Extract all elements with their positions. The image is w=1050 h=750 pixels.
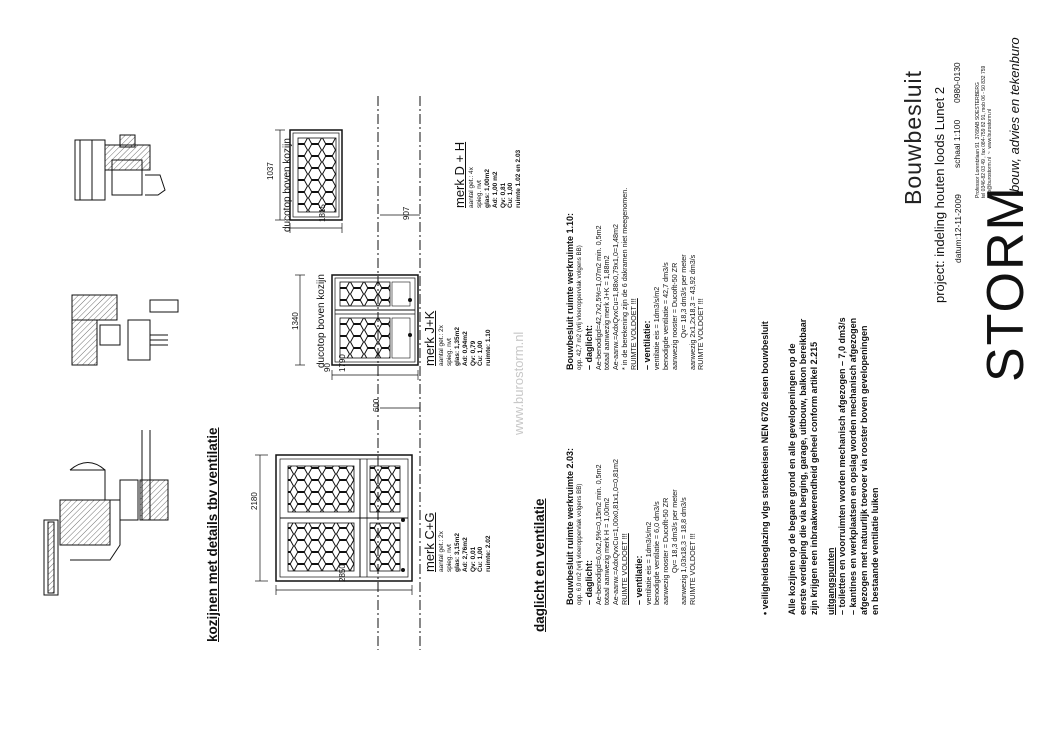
daylight-title: daglicht en ventilatie <box>532 498 547 632</box>
left-ventilatie-5: RUIMTE VOLDOET !!! <box>687 533 697 605</box>
dim-gap-1: 600 <box>372 398 381 412</box>
frame-spec-jk-4: ruimte: 1.10 <box>485 329 493 366</box>
dim-jk-height: 1340 <box>291 312 300 330</box>
frame-spec-cg-3: Cu: 1,00 <box>477 546 485 572</box>
address-1: tel 0346-82 03 49 , fax 084-759 82 91, mob 06 - 50 832 759 <box>981 65 988 198</box>
uitgangspunt-0: – toiletten en voorruimten worden mechanisch afgezogen – 7,0 dm3/s <box>836 317 847 615</box>
dim-cg-height: 2180 <box>250 492 259 510</box>
frame-spec-jk-2: Qv: 0,79 <box>469 340 477 366</box>
frame-mirror-jk: spieg. nvt <box>445 338 453 366</box>
right-daglicht-1: totaal aanwezig merk J+K = 1,88m2 <box>602 255 612 370</box>
right-ventilatie-5: RUIMTE VOLDOET !!! <box>696 298 706 370</box>
note-para-2: zijn krijgen een inbraakwerendheid geheel conform artikel 2.215 <box>808 341 819 615</box>
address-2: info@burostorm.nl ~ www.burostorm.nl <box>987 108 994 198</box>
frame-spec-jk-3: Cu: 1,00 <box>477 340 485 366</box>
daylight-block-right <box>565 188 706 370</box>
right-ventilatie-4: aanwezig 2x1,2x18,3 = 43,92 dm3/s <box>687 254 697 370</box>
uitgangspunt-2: afgezogen met natuurlijk toevoer via rooster boven gevelopeningen <box>858 325 869 615</box>
uitgangspunten-label: uitgangspunten <box>825 547 836 615</box>
right-daglicht-4: RUIMTE VOLDOET !!! <box>628 298 638 370</box>
frame-count-jk: aantal get.: 2x <box>437 325 445 366</box>
right-daglicht-label: – daglicht: <box>583 324 594 370</box>
right-ventilatie-0: ventilatie eis = 1dm3/s/m2 <box>652 286 662 370</box>
frame-spec-dh-0: glas: 1,00m2 <box>483 168 491 208</box>
right-ventilatie-label: – ventilatie: <box>642 320 653 370</box>
left-sub: opp. 6,0 m2 (vrij vloeroppervlak volgens BB) <box>575 483 583 605</box>
left-daglicht-3: RUIMTE VOLDOET !!! <box>619 533 629 605</box>
dim-gap-2: 907 <box>402 206 411 220</box>
detail-top <box>75 135 165 200</box>
right-ventilatie-1: benodigde ventilatie = 42,7 dm3/s <box>661 262 671 370</box>
right-sub: opp. 42,7 m2 (vrij vloeroppervlak volgens BB) <box>575 245 583 370</box>
uitgangspunt-1: – kantines en werkplaatsen en opslag worden mechanisch afgezogen <box>847 317 858 615</box>
frame-label-dh <box>452 142 523 208</box>
frame-spec-cg-4: ruimte: 2.02 <box>485 535 493 572</box>
right-ventilatie-2: aanwezig rooster = Ducoflt-50 ZR <box>669 262 679 370</box>
detail-middle <box>72 295 178 365</box>
tagline: bouw, advies en tekenburo <box>1007 37 1022 192</box>
right-daglicht-3: * in de berekening zijn de 6 dakramen niet meegenomen. <box>619 187 629 370</box>
ducotop-label-jk: ducotop boven kozijn <box>316 274 327 368</box>
frame-spec-cg-1: Ad: 2,76m2 <box>461 537 469 572</box>
address-0: Professor Lorentzlaan 91 3768AB SOESTERBERG <box>975 82 981 198</box>
frame-spec-cg-2: Qv: 0,01 <box>469 546 477 572</box>
frame-label-cg <box>422 512 493 572</box>
project-line: project: indeling houten loods Lunet 2 <box>932 86 947 303</box>
left-daglicht-2: Ae-aanw.=AdxQvxCu=1,00x0,81x1,0=0,81m2 <box>611 458 621 605</box>
frame-spec-dh-2: Qv: 0,81 <box>499 182 507 208</box>
left-ventilatie-4: aanwezig 1,03x18,3 = 18,8 dm3/s <box>678 497 688 605</box>
frame-count-dh: aantal get.: 4x <box>467 167 475 208</box>
frame-dh <box>290 130 342 220</box>
left-ventilatie-2: aanwezig rooster = Ducoflt-50 ZR <box>661 497 671 605</box>
drawing-title: kozijnen met details tbv ventilatie <box>205 427 220 642</box>
left-ventilatie-label: – ventilatie: <box>633 555 644 605</box>
frame-cg <box>276 455 412 581</box>
note-para-1: eerste verdieping die via berging, garage, uitbouw, balkon bereikbaar <box>797 318 808 615</box>
dim-jk-side: 90 <box>323 363 332 372</box>
note-safety-glass: • veiligheidsbeglazing vlgs sterkteeisen NEN 6702 eisen bouwbesluit <box>760 321 770 615</box>
daylight-block-left <box>565 448 697 605</box>
frame-spec-dh-1: Ad: 1,00 m2 <box>491 171 499 208</box>
frame-spec-dh-4: ruimte 1.02 en 2.03 <box>515 149 523 208</box>
detail-bottom <box>44 430 168 595</box>
frame-count-cg: aantal get.: 2x <box>437 531 445 572</box>
dim-dh-height: 1037 <box>266 162 275 180</box>
ducotop-label-dh: ducotop boven kozijn <box>282 138 293 232</box>
left-daglicht-label: – daglicht: <box>583 559 594 605</box>
uitgangspunt-3: en bestaande ventilatie luiken <box>869 487 880 615</box>
frame-spec-cg-0: glas: 3,15m2 <box>453 532 461 572</box>
frame-title-cg: merk C+G <box>422 512 437 572</box>
frame-title-dh: merk D + H <box>452 141 467 208</box>
note-para-0: Alle kozijnen op de begane grond en alle gevelopeningen op de <box>786 343 797 615</box>
dim-jk-width: 1790 <box>338 354 347 372</box>
left-ventilatie-3: Qv= 18,3 dm3/s per meter <box>669 489 679 605</box>
frame-spec-jk-1: Ad: 0,94m2 <box>461 331 469 366</box>
right-daglicht-0: Ae-benodigd=42,7x2,5%=1,07m2 min. 0,5m2 <box>593 225 603 370</box>
dim-cg-width: 2850 <box>338 564 347 582</box>
frame-spec-jk-0: glas: 1,35m2 <box>453 326 461 366</box>
watermark: www.burostorm.nl <box>511 331 526 435</box>
right-ventilatie-3: Qv= 18,3 dm3/s per meter <box>678 254 688 370</box>
left-ventilatie-1: benodigde ventilatie = 6,0 dm3/s <box>652 501 662 605</box>
left-daglicht-0: Ae-benodigd=6,0x2,5%=0,15m2 min. 0,5m2 <box>593 464 603 605</box>
storm-logo: STORM <box>977 185 1035 382</box>
frame-jk <box>332 275 418 365</box>
frame-spec-dh-3: Cu: 1,00 <box>507 182 515 208</box>
left-heading: Bouwbesluit ruimte werkruimte 2.03: <box>565 447 575 605</box>
frame-title-jk: merk J+K <box>422 310 437 366</box>
schaal: schaal 1:100 <box>952 119 962 168</box>
left-daglicht-1: totaal aanwezig merk H = 1,00m2 <box>602 497 612 605</box>
dim-dh-width: 1815 <box>318 204 327 222</box>
drawing-number: 0980-0130 <box>952 62 962 103</box>
frame-label-jk <box>422 311 493 366</box>
frame-mirror-cg: spieg. nvt <box>445 544 453 572</box>
right-daglicht-2: Ae-aanw.=AdxQvxCu=1,88x0,79x1,0=1,48m2 <box>611 223 621 370</box>
datum-line <box>953 194 963 263</box>
right-heading: Bouwbesluit ruimte werkruimte 1.10: <box>565 212 575 370</box>
notes-block <box>760 317 881 615</box>
bouwbesluit-heading: Bouwbesluit <box>900 69 926 205</box>
datum: datum:12-11-2009 <box>953 194 963 263</box>
address-block <box>975 66 993 198</box>
left-ventilatie-0: ventilatie eis = 1dm3/s/m2 <box>643 521 653 605</box>
frame-mirror-dh: spieg. nvt <box>475 180 483 208</box>
